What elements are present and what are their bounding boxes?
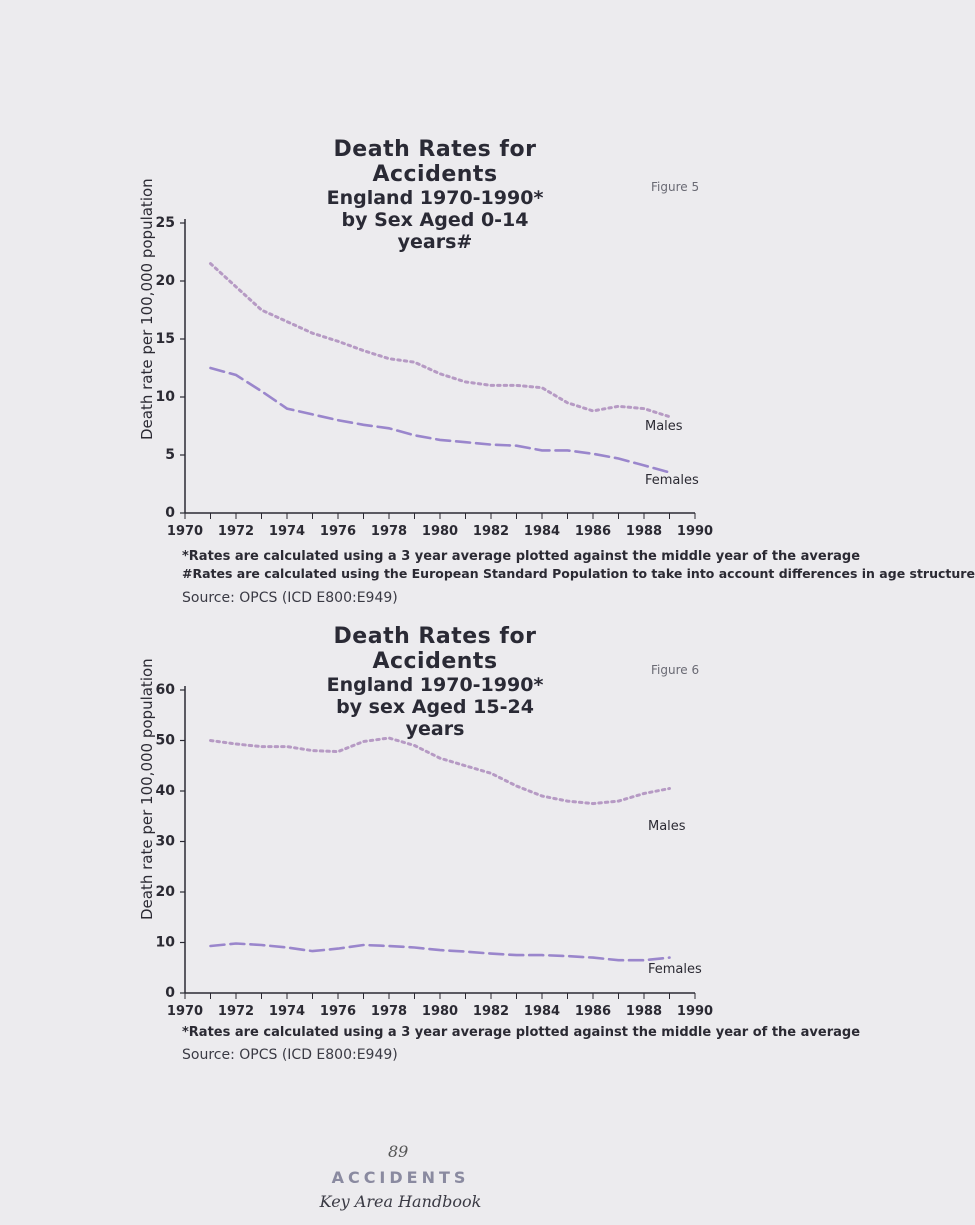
figure-6-label: Figure 6 <box>651 663 700 677</box>
y-tick-label: 30 <box>155 833 175 850</box>
x-tick-label: 1980 <box>421 1004 459 1019</box>
y-tick-label: 10 <box>155 934 175 951</box>
page-number: 89 <box>388 1142 409 1161</box>
figure-6-subtitle2: by sex Aged 15-24 years <box>336 696 534 740</box>
x-tick-label: 1974 <box>268 1004 306 1019</box>
figure-5-label: Figure 5 <box>651 180 700 194</box>
figure-5-subtitle2: by Sex Aged 0-14 years# <box>341 209 529 253</box>
figure-5-note-1: *Rates are calculated using a 3 year average plotted against the middle year of the average <box>182 549 861 564</box>
x-tick-label: 1970 <box>166 1004 204 1019</box>
y-tick-label: 50 <box>155 732 175 749</box>
x-tick-label: 1984 <box>523 524 561 539</box>
figure-5-source: Source: OPCS (ICD E800:E949) <box>182 590 398 606</box>
y-tick-label: 5 <box>165 447 175 463</box>
figure-6-source: Source: OPCS (ICD E800:E949) <box>182 1047 398 1063</box>
figure-6-note-1: *Rates are calculated using a 3 year average plotted against the middle year of the average <box>182 1025 861 1040</box>
x-tick-label: 1990 <box>676 1004 714 1019</box>
book-title: Key Area Handbook <box>319 1192 482 1211</box>
y-tick-label: 20 <box>155 884 175 900</box>
x-tick-label: 1988 <box>625 524 663 539</box>
y-tick-label: 20 <box>155 273 175 289</box>
x-tick-label: 1970 <box>166 524 204 539</box>
x-tick-label: 1978 <box>370 524 408 539</box>
series-label-females: Females <box>645 473 699 488</box>
x-tick-label: 1982 <box>472 1004 510 1019</box>
x-tick-label: 1976 <box>319 524 357 539</box>
x-tick-label: 1986 <box>574 524 612 539</box>
x-tick-label: 1982 <box>472 524 510 539</box>
figure-6-subtitle1: England 1970-1990* <box>326 674 544 696</box>
figure-5-title: Death Rates for Accidents <box>333 137 537 187</box>
y-tick-label: 0 <box>165 985 175 1001</box>
section-title: ACCIDENTS <box>331 1168 470 1187</box>
figure-6-y-axis-label: Death rate per 100,000 population <box>138 658 156 920</box>
series-label-males: Males <box>645 419 683 434</box>
x-tick-label: 1990 <box>676 524 714 539</box>
y-tick-label: 40 <box>155 783 175 799</box>
x-tick-label: 1974 <box>268 524 306 539</box>
series-label-males: Males <box>648 819 686 834</box>
y-tick-label: 15 <box>155 331 175 347</box>
x-tick-label: 1988 <box>625 1004 663 1019</box>
x-tick-label: 1972 <box>217 1004 255 1019</box>
y-tick-label: 25 <box>155 215 175 231</box>
figure-5-y-axis-label: Death rate per 100,000 population <box>138 178 156 440</box>
series-label-females: Females <box>648 962 702 977</box>
x-tick-label: 1978 <box>370 1004 408 1019</box>
x-tick-label: 1984 <box>523 1004 561 1019</box>
figure-5-note-2: #Rates are calculated using the European Standard Population to take into account differences in age structure <box>182 566 975 581</box>
series-line-females <box>211 944 670 961</box>
x-tick-label: 1986 <box>574 1004 612 1019</box>
series-line-males <box>211 738 670 804</box>
y-tick-label: 60 <box>155 682 175 698</box>
y-tick-label: 0 <box>165 505 175 521</box>
figure-5-subtitle1: England 1970-1990* <box>326 187 544 209</box>
y-tick-label: 10 <box>155 389 175 405</box>
x-tick-label: 1976 <box>319 1004 357 1019</box>
x-tick-label: 1980 <box>421 524 459 539</box>
figure-6-title: Death Rates for Accidents <box>333 624 537 674</box>
x-tick-label: 1972 <box>217 524 255 539</box>
